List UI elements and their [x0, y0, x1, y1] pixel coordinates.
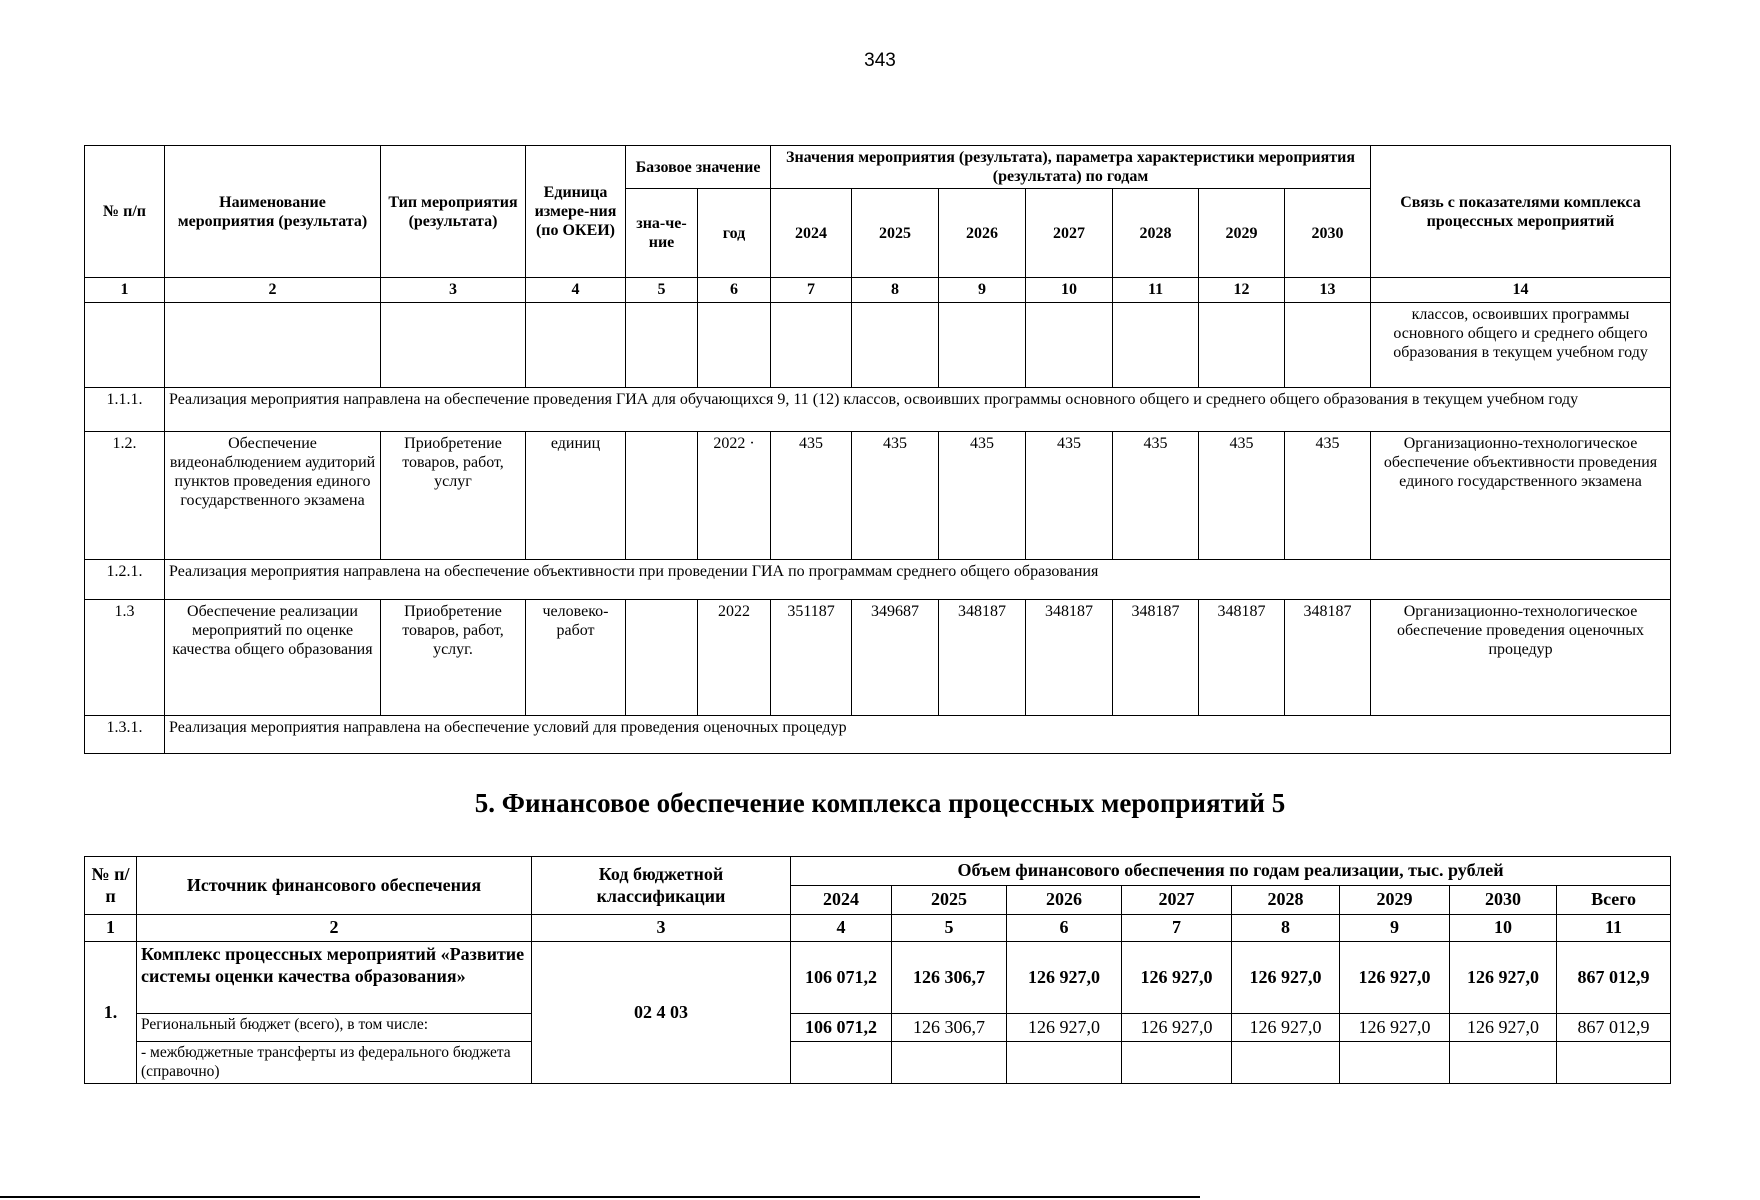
header-volume: Объем финансового обеспечения по годам реализации, тыс. рублей — [791, 857, 1671, 886]
table-row — [85, 715, 1671, 753]
section-title: 5. Финансовое обеспечение комплекса процессных мероприятий 5 — [474, 788, 1286, 818]
row-code: 02 4 03 — [532, 942, 791, 1084]
row-name: Обеспечение видеонаблюдением аудиторий пунктов проведения единого государственного экзамена — [165, 431, 381, 559]
col-number: 11 — [1557, 915, 1671, 942]
row-base-year: 2022 · — [698, 431, 771, 559]
header-year: 2028 — [1232, 886, 1340, 915]
bottom-rule — [0, 1196, 1200, 1198]
row-value: 348187 — [1026, 599, 1113, 715]
header-year: 2028 — [1113, 189, 1199, 278]
financing-table — [84, 856, 1671, 1084]
row-value — [892, 1042, 1007, 1084]
col-number: 4 — [791, 915, 892, 942]
header-base-year: год — [698, 189, 771, 278]
row-no: 1.3 — [85, 599, 165, 715]
col-number: 7 — [771, 278, 852, 302]
header-year: 2024 — [791, 886, 892, 915]
row-value: 126 927,0 — [1450, 942, 1557, 1014]
col-number: 14 — [1371, 278, 1671, 302]
row-value: 126 306,7 — [892, 1014, 1007, 1042]
col-number: 6 — [698, 278, 771, 302]
col-number: 2 — [137, 915, 532, 942]
row-type: Приобретение товаров, работ, услуг — [381, 431, 526, 559]
table-row — [85, 1042, 1671, 1084]
col-number: 1 — [85, 915, 137, 942]
row-value — [1122, 1042, 1232, 1084]
col-number: 10 — [1026, 278, 1113, 302]
row-value: 126 306,7 — [892, 942, 1007, 1014]
header-no: № п/п — [85, 857, 137, 915]
page-number: 343 — [864, 50, 896, 71]
row-no: 1.1.1. — [85, 387, 165, 431]
col-number: 8 — [852, 278, 939, 302]
col-number: 5 — [892, 915, 1007, 942]
row-description: Реализация мероприятия направлена на обеспечение условий для проведения оценочных процедур — [165, 715, 1671, 753]
col-number: 9 — [1340, 915, 1450, 942]
row-value: 126 927,0 — [1007, 1014, 1122, 1042]
header-year: 2024 — [771, 189, 852, 278]
header-year: 2026 — [1007, 886, 1122, 915]
col-number: 12 — [1199, 278, 1285, 302]
col-number: 13 — [1285, 278, 1371, 302]
column-numbers-row — [85, 915, 1671, 942]
col-number: 4 — [526, 278, 626, 302]
col-number: 3 — [532, 915, 791, 942]
row-value: 106 071,2 — [791, 1014, 892, 1042]
col-number: 2 — [165, 278, 381, 302]
table-row — [85, 387, 1671, 431]
row-value: 349687 — [852, 599, 939, 715]
col-number: 1 — [85, 278, 165, 302]
row-no: 1.2.1. — [85, 559, 165, 599]
row-base-value — [626, 431, 698, 559]
row-value: 126 927,0 — [1122, 942, 1232, 1014]
row-value: 126 927,0 — [1122, 1014, 1232, 1042]
row-total — [1557, 1042, 1671, 1084]
row-value: 126 927,0 — [1232, 1014, 1340, 1042]
row-description: Реализация мероприятия направлена на обеспечение проведения ГИА для обучающихся 9, 11 (12) классов, освоивших программы основного общего и среднего общего образования в текущем учебном году — [165, 387, 1671, 431]
row-value: 435 — [939, 431, 1026, 559]
row-source: Региональный бюджет (всего), в том числе: — [137, 1014, 532, 1042]
row-value: 435 — [1026, 431, 1113, 559]
row-value: 106 071,2 — [791, 942, 892, 1014]
row-unit: человеко-работ — [526, 599, 626, 715]
row-source: Комплекс процессных мероприятий «Развитие системы оценки качества образования» — [137, 942, 532, 1014]
row-no: 1.2. — [85, 431, 165, 559]
col-number: 10 — [1450, 915, 1557, 942]
row-name: Обеспечение реализации мероприятий по оценке качества общего образования — [165, 599, 381, 715]
row-no: 1.3.1. — [85, 715, 165, 753]
row-value: 126 927,0 — [1450, 1014, 1557, 1042]
row-value: 126 927,0 — [1232, 942, 1340, 1014]
header-link: Связь с показателями комплекса процессных мероприятий — [1371, 146, 1671, 278]
row-base-value — [626, 599, 698, 715]
row-value: 348187 — [1285, 599, 1371, 715]
header-unit: Единица измере-ния (по ОКЕИ) — [526, 146, 626, 278]
row-value: 435 — [852, 431, 939, 559]
row-value — [1232, 1042, 1340, 1084]
table-header-row — [85, 857, 1671, 886]
row-value: 126 927,0 — [1340, 1014, 1450, 1042]
header-source: Источник финансового обеспечения — [137, 857, 532, 915]
table-row — [85, 599, 1671, 715]
header-no: № п/п — [85, 146, 165, 278]
column-numbers-row — [85, 278, 1671, 302]
row-value — [1007, 1042, 1122, 1084]
row-link: Организационно-технологическое обеспечение проведения оценочных процедур — [1371, 599, 1671, 715]
row-link: Организационно-технологическое обеспечение объективности проведения единого государственного экзамена — [1371, 431, 1671, 559]
row-type: Приобретение товаров, работ, услуг. — [381, 599, 526, 715]
row-value: 435 — [771, 431, 852, 559]
header-name: Наименование мероприятия (результата) — [165, 146, 381, 278]
row-value: 435 — [1113, 431, 1199, 559]
header-year: 2029 — [1340, 886, 1450, 915]
header-year: 2027 — [1122, 886, 1232, 915]
row-value — [1450, 1042, 1557, 1084]
col-number: 5 — [626, 278, 698, 302]
header-base-value: зна-че-ние — [626, 189, 698, 278]
table-row — [85, 942, 1671, 1014]
header-year: 2030 — [1450, 886, 1557, 915]
header-year: 2025 — [892, 886, 1007, 915]
table-row — [85, 302, 1671, 387]
row-value: 126 927,0 — [1340, 942, 1450, 1014]
results-table — [84, 145, 1671, 754]
header-year: 2025 — [852, 189, 939, 278]
row-value: 351187 — [771, 599, 852, 715]
row-total: 867 012,9 — [1557, 942, 1671, 1014]
table-row — [85, 559, 1671, 599]
col-number: 7 — [1122, 915, 1232, 942]
row-unit: единиц — [526, 431, 626, 559]
table-header-row — [85, 146, 1671, 189]
header-year: 2029 — [1199, 189, 1285, 278]
continuation-link-text: классов, освоивших программы основного общего и среднего общего образования в текущем учебном году — [1371, 302, 1671, 387]
header-year: 2026 — [939, 189, 1026, 278]
header-total: Всего — [1557, 886, 1671, 915]
row-no: 1. — [85, 942, 137, 1084]
row-value: 435 — [1199, 431, 1285, 559]
header-base: Базовое значение — [626, 146, 771, 189]
row-value: 126 927,0 — [1007, 942, 1122, 1014]
row-value: 435 — [1285, 431, 1371, 559]
row-value: 348187 — [1113, 599, 1199, 715]
row-value: 348187 — [1199, 599, 1285, 715]
col-number: 8 — [1232, 915, 1340, 942]
header-year: 2027 — [1026, 189, 1113, 278]
col-number: 9 — [939, 278, 1026, 302]
row-value — [1340, 1042, 1450, 1084]
col-number: 3 — [381, 278, 526, 302]
col-number: 11 — [1113, 278, 1199, 302]
row-total: 867 012,9 — [1557, 1014, 1671, 1042]
header-year: 2030 — [1285, 189, 1371, 278]
row-value — [791, 1042, 892, 1084]
row-base-year: 2022 — [698, 599, 771, 715]
row-value: 348187 — [939, 599, 1026, 715]
row-source: - межбюджетные трансферты из федерального бюджета (справочно) — [137, 1042, 532, 1084]
header-type: Тип мероприятия (результата) — [381, 146, 526, 278]
col-number: 6 — [1007, 915, 1122, 942]
table-row — [85, 431, 1671, 559]
table-row — [85, 1014, 1671, 1042]
header-code: Код бюджетной классификации — [532, 857, 791, 915]
header-values-group: Значения мероприятия (результата), параметра характеристики мероприятия (результата) по годам — [771, 146, 1371, 189]
row-description: Реализация мероприятия направлена на обеспечение объективности при проведении ГИА по программам среднего общего образования — [165, 559, 1671, 599]
